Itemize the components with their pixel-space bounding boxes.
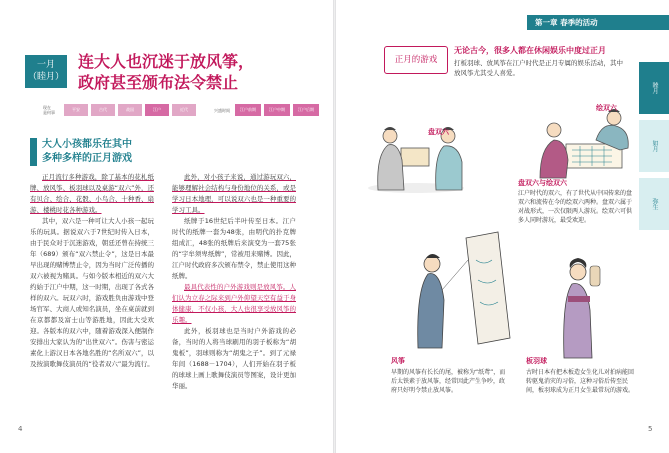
left-page: [0, 0, 333, 453]
era-tag: 近代: [172, 104, 196, 116]
tab-mutsuki[interactable]: 睦月: [639, 62, 669, 114]
caption-hanetsuki: 板羽球: [526, 357, 547, 365]
period-tag: 江户前期: [235, 104, 261, 116]
kite-flyer-illustration: [406, 230, 516, 350]
era-tag: 江户: [145, 104, 169, 116]
paragraph: 其中，双六是一种可让大人小孩一起玩乐的玩具。据说双六于7世纪时传入日本，由于民众对于沉迷游戏，朝廷还曾在持统三年（689）颁布“双六禁止令”，这是日本最早出现的赌博禁止令，因为当时广泛传播的双六被视为赌具。与如今版本相近的双六大约始于江户中期，这一时期，出现了各式各样的双六。玩双六时，游戏胜负由游戏中登场官军、大商人或知名演员，坐在桌前就到在京都都及富士山等游胜地，因此大受欢迎。各版本的双六中，随着游戏深入便制作安排出大家认为的“出世双六”。伤害与密运素化上游汉日本各地名胜的“名所双六”，以及按演歌舞伎演员的“役者双六”最为流行。: [30, 217, 154, 368]
right-page: [336, 0, 669, 453]
era-tag: 平安: [64, 104, 88, 116]
kite-description: 早期的风筝有长长的尾，被称为“纸鸢”，而后太铁素于放风筝，经常因此产生争吵，政府只好明令禁止放风筝。: [391, 369, 506, 394]
paragraph: 此外，板羽球也是当时户外游戏的必备，当时的人将当球刷用的羽子板称为“胡鬼板”，羽球则称为“胡鬼之子”。到了元禄年间（1688－1704），人们开始在羽子板的球球上画上歌舞伎演员等图案，设计更加华丽。: [172, 327, 296, 390]
intro-text: 打板羽球、放风筝在江户时代是正月专属的娱乐活动，其中放风筝尤其受人喜爱。: [454, 59, 623, 77]
e-sugoroku-illustration: [536, 100, 636, 182]
period-label: 兴盛时间: [214, 107, 230, 113]
tab-kisaragi[interactable]: 如月: [639, 120, 669, 172]
period-tag: 江户中期: [264, 104, 290, 116]
paragraph: 正月流行多种游戏，除了基本的花札纸牌、放风筝、板羽球以及桌游“双六”外，还有贝合、绘合、花骰、小鸟合、十种香、扇游、楼桃时花各种游戏。: [30, 173, 154, 214]
side-tabs: [639, 62, 669, 236]
subheading-bar: [30, 138, 37, 166]
paragraph: 此外，对小孩子来说，通过游玩双六，能够理解社会结构与身份地位的关系，或是学习日本地理，可以说双六也是一种重要的学习工具。: [172, 173, 296, 214]
body-column-1: [30, 172, 154, 370]
sugoroku-players-illustration: [366, 100, 471, 195]
paragraph-highlight: 最具代表性的户外游戏则是放风筝。人们认为立春之际来到户外仰望天空有益于身体健康，不仅小孩，大人也很享受放风筝的乐趣。: [172, 283, 296, 324]
paragraph: 纸牌于16世纪后半叶传至日本。江户时代的纸牌一套为48张，由明代的扑克牌组成汇，48张的纸牌后来演变为一套75张的“宇牟须卑纸牌”，常被用来赌博。因此，江户时代政府多次颁布禁令，禁止使用这种纸牌。: [172, 217, 296, 280]
hanetsuki-description: 古时日本有把木板造女生化儿对拍病能回转驱鬼消灾的习俗，这种习俗后传至民间，板羽球成为正月女生最常玩的游戏。: [526, 369, 635, 394]
sugoroku-description: 江户时代的双六，有了世代从中国传来的盘双六和流传在今的绘双六两种。盘双六属于对战形式，一次仅限两人游玩。绘双六可供多人同时游玩，最受欢迎。: [518, 190, 633, 224]
caption-e-sugoroku: 绘双六: [596, 104, 617, 112]
subheading-line-2: 多种多样的正月游戏: [42, 153, 132, 164]
era-tag: 战国: [118, 104, 142, 116]
period-tag: 江户后期: [293, 104, 319, 116]
section-badge: 正月的游戏: [384, 46, 448, 74]
hanetsuki-girl-illustration: [546, 240, 616, 360]
caption-ban-sugoroku: 盘双六: [428, 128, 449, 136]
body-column-2: [172, 172, 296, 392]
era-label: 现在 是何事: [43, 105, 55, 115]
page-title: [78, 51, 318, 93]
era-tag: 古代: [91, 104, 115, 116]
era-info-row: [43, 104, 319, 116]
title-line-2: 政府甚至颁布法令禁止: [78, 73, 239, 92]
tab-yayoi[interactable]: 弥生: [639, 178, 669, 230]
caption-kite: 风筝: [391, 357, 405, 365]
intro-heading: 无论古今，很多人都在休闲娱乐中度过正月: [454, 46, 606, 55]
caption-sugoroku-both: 盘双六与绘双六: [518, 179, 567, 187]
section-subheading: [30, 138, 132, 166]
subheading-line-1: 大人小孩都乐在其中: [42, 139, 132, 150]
page-number: 5: [648, 425, 653, 433]
month-badge: 一月 （睦月）: [25, 55, 67, 88]
chapter-header: 第一章 春季的活动: [527, 15, 669, 30]
title-line-1: 连大人也沉迷于放风筝，: [78, 52, 255, 71]
page-number: 4: [18, 425, 23, 433]
